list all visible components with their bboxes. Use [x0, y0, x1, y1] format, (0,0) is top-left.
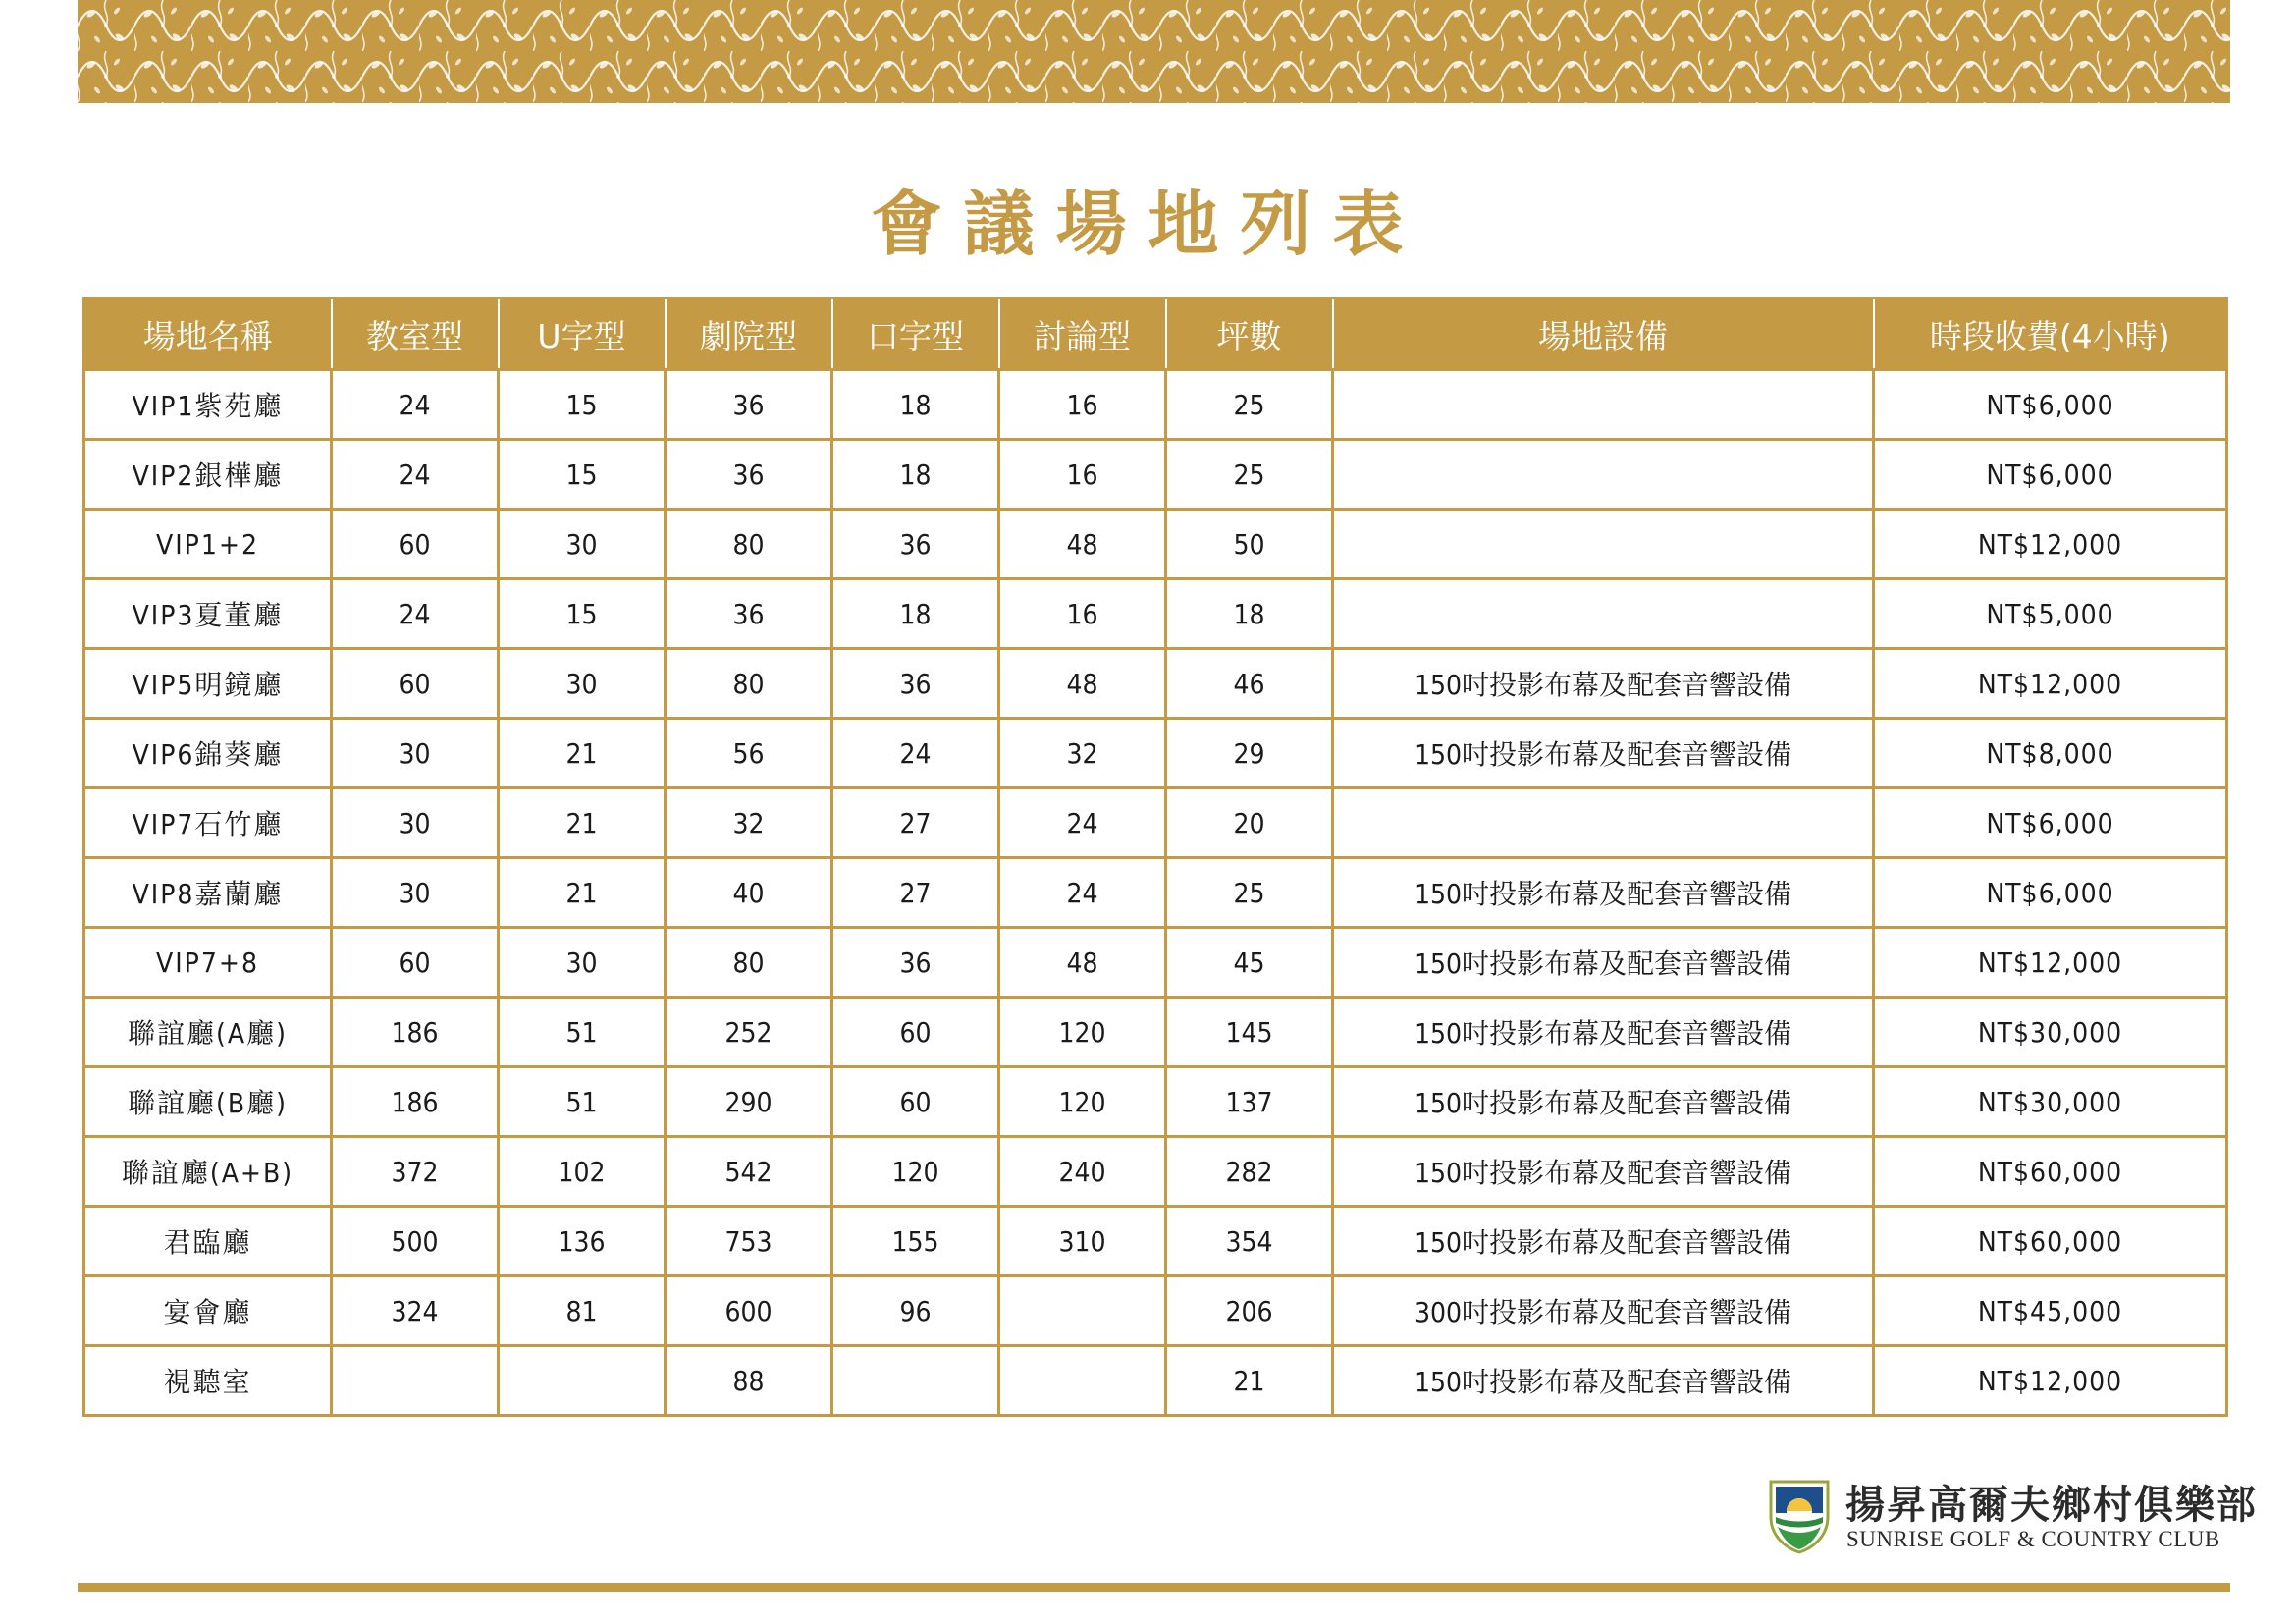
area-cell: 50	[1166, 510, 1333, 579]
theater-cell: 40	[666, 858, 832, 928]
fee-cell: NT$12,000	[1874, 510, 2227, 579]
fee-cell: NT$60,000	[1874, 1207, 2227, 1276]
header-area: 坪數	[1166, 298, 1333, 370]
u-shape-cell: 51	[499, 1067, 666, 1137]
venue-name-cell: 宴會廳	[84, 1276, 332, 1346]
fee-cell: NT$8,000	[1874, 719, 2227, 788]
table-row	[84, 998, 2227, 1067]
u-shape-cell: 51	[499, 998, 666, 1067]
area-cell: 46	[1166, 649, 1333, 719]
header-fee: 時段收費(4小時)	[1874, 298, 2227, 370]
classroom-cell: 24	[332, 440, 499, 510]
table-row	[84, 719, 2227, 788]
equipment-cell	[1333, 579, 1874, 649]
fee-cell: NT$12,000	[1874, 1346, 2227, 1416]
club-logo	[1767, 1478, 2258, 1556]
classroom-cell: 24	[332, 579, 499, 649]
theater-cell: 290	[666, 1067, 832, 1137]
discussion-cell	[999, 1276, 1166, 1346]
venue-name-cell: VIP7石竹廳	[84, 788, 332, 858]
venue-name-cell: VIP8嘉蘭廳	[84, 858, 332, 928]
theater-cell: 753	[666, 1207, 832, 1276]
table-row	[84, 1207, 2227, 1276]
theater-cell: 88	[666, 1346, 832, 1416]
header-equipment: 場地設備	[1333, 298, 1874, 370]
equipment-cell: 150吋投影布幕及配套音響設備	[1333, 1067, 1874, 1137]
fee-cell: NT$30,000	[1874, 1067, 2227, 1137]
equipment-cell	[1333, 440, 1874, 510]
club-name-cn: 揚昇高爾夫鄉村俱樂部	[1845, 1482, 2258, 1528]
classroom-cell: 24	[332, 370, 499, 440]
square-cell: 27	[832, 788, 999, 858]
fee-cell: NT$5,000	[1874, 579, 2227, 649]
classroom-cell: 372	[332, 1137, 499, 1207]
equipment-cell: 150吋投影布幕及配套音響設備	[1333, 928, 1874, 998]
square-cell: 36	[832, 510, 999, 579]
equipment-cell	[1333, 788, 1874, 858]
area-cell: 29	[1166, 719, 1333, 788]
classroom-cell: 60	[332, 928, 499, 998]
classroom-cell: 500	[332, 1207, 499, 1276]
area-cell: 18	[1166, 579, 1333, 649]
equipment-cell: 150吋投影布幕及配套音響設備	[1333, 858, 1874, 928]
venue-name-cell: VIP1紫苑廳	[84, 370, 332, 440]
theater-cell: 36	[666, 579, 832, 649]
fee-cell: NT$12,000	[1874, 928, 2227, 998]
table-row	[84, 649, 2227, 719]
table-row	[84, 370, 2227, 440]
table-row	[84, 928, 2227, 998]
square-cell: 155	[832, 1207, 999, 1276]
square-cell: 27	[832, 858, 999, 928]
table-row	[84, 788, 2227, 858]
u-shape-cell: 15	[499, 440, 666, 510]
fee-cell: NT$45,000	[1874, 1276, 2227, 1346]
discussion-cell: 120	[999, 1067, 1166, 1137]
decorative-pattern-band	[78, 0, 2230, 103]
square-cell: 18	[832, 370, 999, 440]
club-name-en: SUNRISE GOLF & COUNTRY CLUB	[1846, 1527, 2220, 1551]
theater-cell: 56	[666, 719, 832, 788]
theater-cell: 36	[666, 440, 832, 510]
discussion-cell: 240	[999, 1137, 1166, 1207]
theater-cell: 80	[666, 649, 832, 719]
area-cell: 206	[1166, 1276, 1333, 1346]
area-cell: 20	[1166, 788, 1333, 858]
venue-name-cell: 視聽室	[84, 1346, 332, 1416]
square-cell: 36	[832, 649, 999, 719]
u-shape-cell: 21	[499, 788, 666, 858]
header-u-shape: U字型	[499, 298, 666, 370]
square-cell: 60	[832, 1067, 999, 1137]
classroom-cell: 30	[332, 788, 499, 858]
classroom-cell: 186	[332, 998, 499, 1067]
discussion-cell: 16	[999, 579, 1166, 649]
theater-cell: 600	[666, 1276, 832, 1346]
square-cell: 60	[832, 998, 999, 1067]
table-row	[84, 1067, 2227, 1137]
theater-cell: 36	[666, 370, 832, 440]
u-shape-cell: 136	[499, 1207, 666, 1276]
theater-cell: 252	[666, 998, 832, 1067]
square-cell: 120	[832, 1137, 999, 1207]
equipment-cell	[1333, 370, 1874, 440]
venue-table	[82, 297, 2228, 1417]
fee-cell: NT$30,000	[1874, 998, 2227, 1067]
table-row	[84, 1276, 2227, 1346]
square-cell: 24	[832, 719, 999, 788]
equipment-cell: 150吋投影布幕及配套音響設備	[1333, 1137, 1874, 1207]
equipment-cell: 150吋投影布幕及配套音響設備	[1333, 649, 1874, 719]
table-row	[84, 440, 2227, 510]
u-shape-cell	[499, 1346, 666, 1416]
classroom-cell: 324	[332, 1276, 499, 1346]
discussion-cell: 24	[999, 858, 1166, 928]
classroom-cell: 186	[332, 1067, 499, 1137]
area-cell: 21	[1166, 1346, 1333, 1416]
venue-name-cell: 聯誼廳(A廳)	[84, 998, 332, 1067]
u-shape-cell: 15	[499, 579, 666, 649]
table-row	[84, 858, 2227, 928]
u-shape-cell: 21	[499, 719, 666, 788]
discussion-cell: 24	[999, 788, 1166, 858]
fee-cell: NT$60,000	[1874, 1137, 2227, 1207]
fee-cell: NT$6,000	[1874, 440, 2227, 510]
venue-name-cell: VIP1+2	[84, 510, 332, 579]
u-shape-cell: 30	[499, 510, 666, 579]
area-cell: 282	[1166, 1137, 1333, 1207]
equipment-cell: 300吋投影布幕及配套音響設備	[1333, 1276, 1874, 1346]
discussion-cell: 32	[999, 719, 1166, 788]
table-row	[84, 1137, 2227, 1207]
area-cell: 45	[1166, 928, 1333, 998]
square-cell	[832, 1346, 999, 1416]
venue-name-cell: VIP7+8	[84, 928, 332, 998]
venue-name-cell: 聯誼廳(B廳)	[84, 1067, 332, 1137]
square-cell: 18	[832, 579, 999, 649]
discussion-cell: 16	[999, 370, 1166, 440]
venue-name-cell: 君臨廳	[84, 1207, 332, 1276]
venue-name-cell: 聯誼廳(A+B)	[84, 1137, 332, 1207]
area-cell: 25	[1166, 858, 1333, 928]
u-shape-cell: 81	[499, 1276, 666, 1346]
square-cell: 36	[832, 928, 999, 998]
u-shape-cell: 21	[499, 858, 666, 928]
header-theater: 劇院型	[666, 298, 832, 370]
fee-cell: NT$6,000	[1874, 788, 2227, 858]
equipment-cell: 150吋投影布幕及配套音響設備	[1333, 998, 1874, 1067]
theater-cell: 80	[666, 510, 832, 579]
discussion-cell: 48	[999, 928, 1166, 998]
fee-cell: NT$6,000	[1874, 858, 2227, 928]
u-shape-cell: 30	[499, 649, 666, 719]
discussion-cell: 48	[999, 510, 1166, 579]
classroom-cell: 60	[332, 510, 499, 579]
discussion-cell: 120	[999, 998, 1166, 1067]
fee-cell: NT$6,000	[1874, 370, 2227, 440]
header-square: 口字型	[832, 298, 999, 370]
venue-name-cell: VIP6錦葵廳	[84, 719, 332, 788]
classroom-cell: 60	[332, 649, 499, 719]
discussion-cell	[999, 1346, 1166, 1416]
equipment-cell	[1333, 510, 1874, 579]
equipment-cell: 150吋投影布幕及配套音響設備	[1333, 719, 1874, 788]
bottom-divider	[78, 1583, 2230, 1592]
page-title: 會議場地列表	[871, 183, 1425, 265]
square-cell: 96	[832, 1276, 999, 1346]
theater-cell: 32	[666, 788, 832, 858]
crest-icon	[1767, 1478, 1832, 1554]
header-venue-name: 場地名稱	[84, 298, 332, 370]
area-cell: 25	[1166, 440, 1333, 510]
equipment-cell: 150吋投影布幕及配套音響設備	[1333, 1207, 1874, 1276]
square-cell: 18	[832, 440, 999, 510]
table-header-row	[84, 298, 2227, 370]
venue-name-cell: VIP2銀樺廳	[84, 440, 332, 510]
equipment-cell: 150吋投影布幕及配套音響設備	[1333, 1346, 1874, 1416]
table-row	[84, 1346, 2227, 1416]
header-classroom: 教室型	[332, 298, 499, 370]
classroom-cell: 30	[332, 719, 499, 788]
venue-name-cell: VIP5明鏡廳	[84, 649, 332, 719]
area-cell: 145	[1166, 998, 1333, 1067]
area-cell: 25	[1166, 370, 1333, 440]
u-shape-cell: 102	[499, 1137, 666, 1207]
theater-cell: 80	[666, 928, 832, 998]
u-shape-cell: 15	[499, 370, 666, 440]
classroom-cell: 30	[332, 858, 499, 928]
discussion-cell: 48	[999, 649, 1166, 719]
discussion-cell: 310	[999, 1207, 1166, 1276]
u-shape-cell: 30	[499, 928, 666, 998]
area-cell: 137	[1166, 1067, 1333, 1137]
table-row	[84, 510, 2227, 579]
area-cell: 354	[1166, 1207, 1333, 1276]
classroom-cell	[332, 1346, 499, 1416]
theater-cell: 542	[666, 1137, 832, 1207]
header-discussion: 討論型	[999, 298, 1166, 370]
discussion-cell: 16	[999, 440, 1166, 510]
venue-name-cell: VIP3夏董廳	[84, 579, 332, 649]
fee-cell: NT$12,000	[1874, 649, 2227, 719]
table-row	[84, 579, 2227, 649]
